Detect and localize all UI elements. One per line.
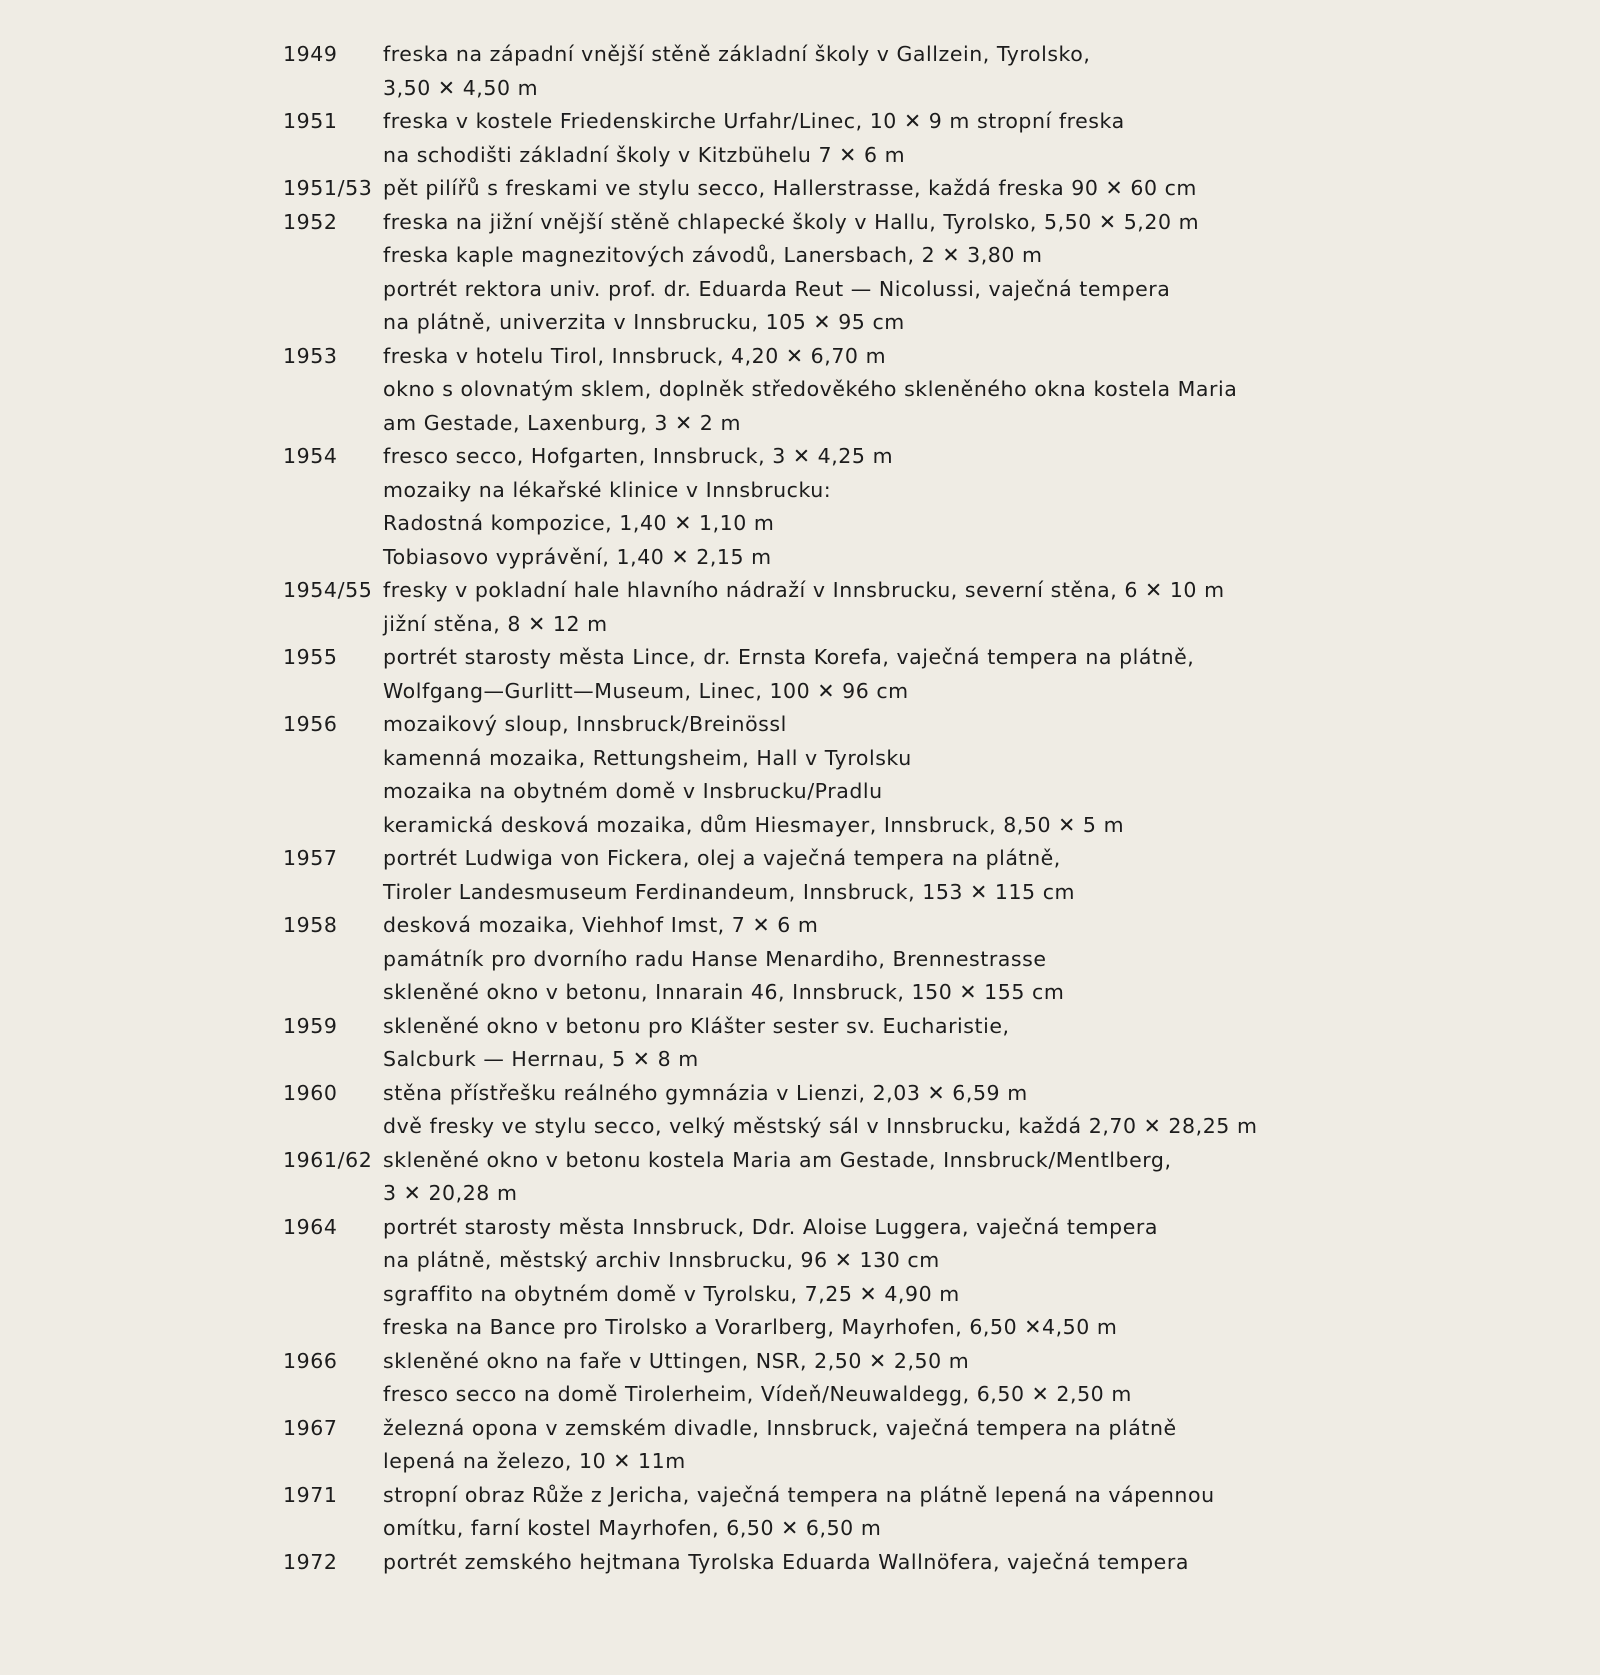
entry-line: skleněné okno v betonu kostela Maria am Gestade, Innsbruck/Mentlberg, <box>383 1147 1172 1172</box>
entry-lines <box>383 1412 1600 1479</box>
entry-line: freska na jižní vnější stěně chlapecké školy v Hallu, Tyrolsko, 5,50 ✕ 5,20 m <box>383 209 1200 234</box>
entry-line: omítku, farní kostel Mayrhofen, 6,50 ✕ 6,50 m <box>383 1516 882 1540</box>
entry-year: 1951/53 <box>283 176 373 200</box>
entry-lines <box>383 206 1600 340</box>
entry-year: 1960 <box>283 1080 338 1105</box>
entry-lines <box>383 1546 1600 1580</box>
entry-lines <box>383 1144 1600 1211</box>
entry-line: skleněné okno v betonu, Innarain 46, Innsbruck, 150 ✕ 155 cm <box>383 980 1065 1004</box>
entry-lines <box>383 172 1600 206</box>
entry-lines <box>383 1479 1600 1546</box>
entry-line: 3 ✕ 20,28 m <box>383 1181 518 1205</box>
entry-line: mozaiky na lékařské klinice v Innsbrucku: <box>383 477 832 502</box>
entry-line: portrét zemského hejtmana Tyrolska Eduarda Wallnöfera, vaječná tempera <box>383 1549 1189 1574</box>
entry-line: Wolfgang—Gurlitt—Museum, Linec, 100 ✕ 96 cm <box>383 678 909 703</box>
entry-line: památník pro dvorního radu Hanse Menardiho, Brennestrasse <box>383 946 1047 971</box>
entry-year: 1952 <box>283 209 338 234</box>
entry-line: železná opona v zemském divadle, Innsbruck, vaječná tempera na plátně <box>383 1415 1177 1440</box>
entry-line: freska v kostele Friedenskirche Urfahr/Linec, 10 ✕ 9 m stropní freska <box>383 109 1125 133</box>
entry-year: 1953 <box>283 343 338 368</box>
work-entry <box>0 1010 1600 1077</box>
work-entry <box>0 1412 1600 1479</box>
entry-year: 1956 <box>283 712 338 736</box>
entry-line: skleněné okno v betonu pro Klášter sester sv. Eucharistie, <box>383 1013 1010 1038</box>
entry-line: portrét starosty města Innsbruck, Ddr. Aloise Luggera, vaječná tempera <box>383 1214 1158 1239</box>
entry-lines <box>383 1077 1600 1144</box>
entry-lines <box>383 1345 1600 1412</box>
entry-line: keramická desková mozaika, dům Hiesmayer, Innsbruck, 8,50 ✕ 5 m <box>383 812 1125 837</box>
entry-line: Tiroler Landesmuseum Ferdinandeum, Innsbruck, 153 ✕ 115 cm <box>383 879 1076 904</box>
entry-lines <box>383 340 1600 441</box>
entry-line: freska na západní vnější stěně základní školy v Gallzein, Tyrolsko, <box>383 42 1091 66</box>
entry-line: kamenná mozaika, Rettungsheim, Hall v Tyrolsku <box>383 745 912 770</box>
entry-line: Radostná kompozice, 1,40 ✕ 1,10 m <box>383 511 775 535</box>
entry-lines <box>383 38 1600 105</box>
entry-line: portrét starosty města Lince, dr. Ernsta Korefa, vaječná tempera na plátně, <box>383 645 1195 669</box>
work-entry <box>0 440 1600 574</box>
entry-line: freska na Bance pro Tirolsko a Vorarlberg, Mayrhofen, 6,50 ✕4,50 m <box>383 1315 1118 1339</box>
entry-year: 1955 <box>283 645 338 669</box>
entry-year: 1954/55 <box>283 578 373 602</box>
entry-year: 1967 <box>283 1415 338 1440</box>
entry-line: dvě fresky ve stylu secco, velký městský sál v Innsbrucku, každá 2,70 ✕ 28,25 m <box>383 1114 1258 1138</box>
work-entry <box>0 1211 1600 1345</box>
entry-year: 1957 <box>283 846 338 870</box>
entry-line: portrét rektora univ. prof. dr. Eduarda Reut — Nicolussi, vaječná tempera <box>383 276 1171 301</box>
entry-line: mozaikový sloup, Innsbruck/Breinössl <box>383 712 787 736</box>
entry-year: 1966 <box>283 1348 338 1373</box>
entry-line: stropní obraz Růže z Jericha, vaječná tempera na plátně lepená na vápennou <box>383 1482 1215 1507</box>
entry-line: skleněné okno na faře v Uttingen, NSR, 2,50 ✕ 2,50 m <box>383 1348 970 1373</box>
entry-line: Salcburk — Herrnau, 5 ✕ 8 m <box>383 1047 699 1071</box>
work-entry <box>0 1144 1600 1211</box>
entry-line: mozaika na obytném domě v Insbrucku/Pradlu <box>383 779 883 803</box>
entry-lines <box>383 641 1600 708</box>
entry-lines <box>383 105 1600 172</box>
work-entry <box>0 38 1600 105</box>
entry-year: 1951 <box>283 109 338 133</box>
work-entry <box>0 641 1600 708</box>
work-entry <box>0 105 1600 172</box>
entry-year: 1971 <box>283 1482 338 1507</box>
entry-year: 1954 <box>283 444 338 468</box>
entry-line: fresco secco na domě Tirolerheim, Vídeň/Neuwaldegg, 6,50 ✕ 2,50 m <box>383 1382 1132 1406</box>
work-entry <box>0 909 1600 1010</box>
entry-line: jižní stěna, 8 ✕ 12 m <box>383 611 608 636</box>
entry-lines <box>383 1010 1600 1077</box>
work-entry <box>0 1077 1600 1144</box>
entry-line: fresky v pokladní hale hlavního nádraží v Innsbrucku, severní stěna, 6 ✕ 10 m <box>383 578 1225 602</box>
entry-line: am Gestade, Laxenburg, 3 ✕ 2 m <box>383 410 741 435</box>
work-entry <box>0 842 1600 909</box>
work-entry <box>0 708 1600 842</box>
work-entry <box>0 574 1600 641</box>
entry-year: 1972 <box>283 1549 338 1574</box>
entry-line: okno s olovnatým sklem, doplněk středověkého skleněného okna kostela Maria <box>383 377 1238 401</box>
entry-line: lepená na železo, 10 ✕ 11m <box>383 1449 686 1473</box>
entry-year: 1949 <box>283 42 338 66</box>
work-entry <box>0 206 1600 340</box>
entry-year: 1961/62 <box>283 1147 373 1172</box>
entry-line: fresco secco, Hofgarten, Innsbruck, 3 ✕ 4,25 m <box>383 444 894 468</box>
entry-line: pět pilířů s freskami ve stylu secco, Hallerstrasse, každá freska 90 ✕ 60 cm <box>383 176 1197 200</box>
entry-line: na schodišti základní školy v Kitzbühelu 7 ✕ 6 m <box>383 142 906 167</box>
entry-year: 1958 <box>283 913 338 937</box>
entry-line: na plátně, univerzita v Innsbrucku, 105 ✕ 95 cm <box>383 310 905 334</box>
entry-line: Tobiasovo vyprávění, 1,40 ✕ 2,15 m <box>383 544 772 569</box>
entry-year: 1964 <box>283 1214 338 1239</box>
entry-lines <box>383 842 1600 909</box>
entry-lines <box>383 574 1600 641</box>
work-entry <box>0 1546 1600 1580</box>
entry-line: portrét Ludwiga von Fickera, olej a vaječná tempera na plátně, <box>383 846 1061 870</box>
entry-year: 1959 <box>283 1013 338 1038</box>
entry-line: sgraffito na obytném domě v Tyrolsku, 7,25 ✕ 4,90 m <box>383 1281 960 1306</box>
entry-line: freska v hotelu Tirol, Innsbruck, 4,20 ✕ 6,70 m <box>383 343 887 368</box>
work-entry <box>0 172 1600 206</box>
entry-line: desková mozaika, Viehhof Imst, 7 ✕ 6 m <box>383 913 819 937</box>
entry-line: 3,50 ✕ 4,50 m <box>383 75 539 100</box>
entry-lines <box>383 440 1600 574</box>
entry-line: freska kaple magnezitových závodů, Lanersbach, 2 ✕ 3,80 m <box>383 243 1043 267</box>
work-entry <box>0 1479 1600 1546</box>
entry-line: na plátně, městský archiv Innsbrucku, 96 ✕ 130 cm <box>383 1248 940 1272</box>
entry-lines <box>383 909 1600 1010</box>
works-list <box>0 38 1600 1579</box>
work-entry <box>0 1345 1600 1412</box>
entry-lines <box>383 708 1600 842</box>
entry-line: stěna přístřešku reálného gymnázia v Lienzi, 2,03 ✕ 6,59 m <box>383 1080 1028 1105</box>
entry-lines <box>383 1211 1600 1345</box>
work-entry <box>0 340 1600 441</box>
